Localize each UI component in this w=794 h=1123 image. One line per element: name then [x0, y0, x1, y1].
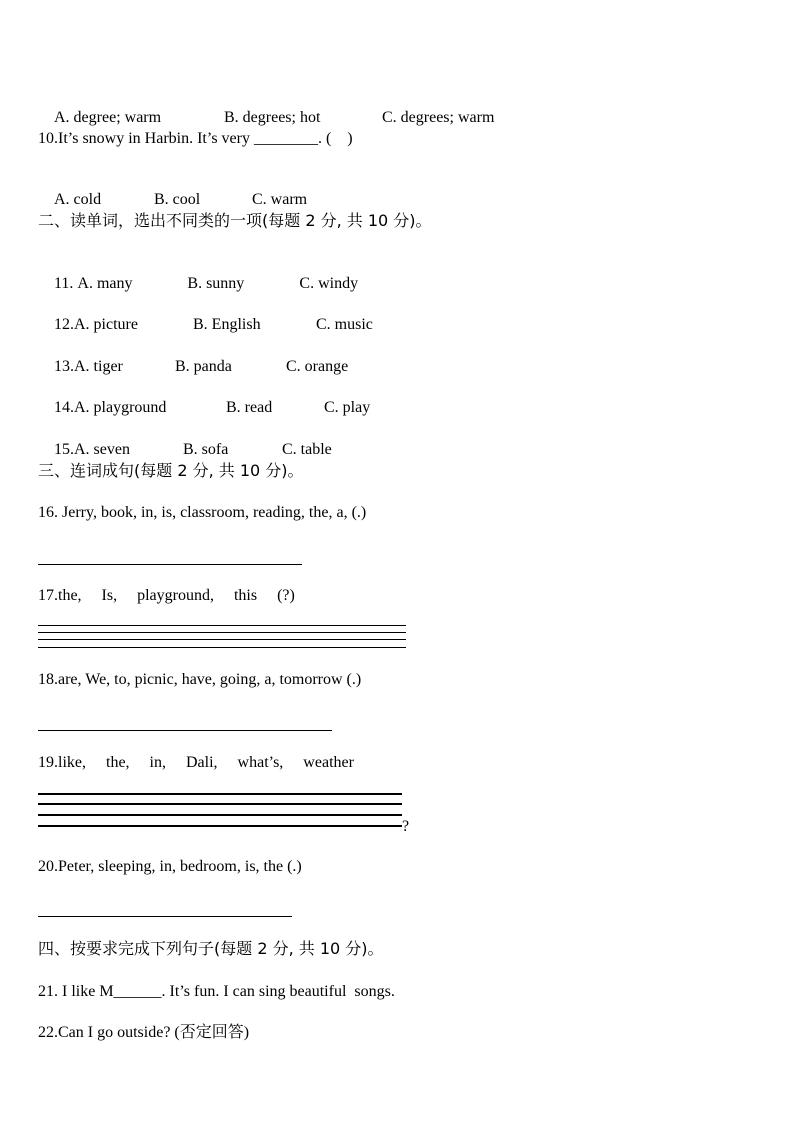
- q19-end-mark: ?: [402, 818, 410, 835]
- q11-option-a: A. many: [77, 275, 133, 292]
- q13-option-c: C. orange: [286, 358, 349, 375]
- q18-words: 18.are, We, to, picnic, have, going, a, tomorrow (.): [38, 671, 362, 688]
- q20-words: 20.Peter, sleeping, in, bedroom, is, the (.): [38, 858, 302, 875]
- q11-option-b: B. sunny: [187, 275, 245, 292]
- q12-option-b: B. English: [193, 316, 261, 333]
- q17-answer-line-3[interactable]: [38, 639, 406, 640]
- q9-option-a: A. degree; warm: [54, 109, 162, 126]
- q14-option-c: C. play: [324, 399, 371, 416]
- section-4-heading: 四、按要求完成下列句子(每题 2 分, 共 10 分)。: [38, 939, 384, 958]
- q15-option-a: A. seven: [74, 441, 130, 458]
- q17-words: 17.the, Is, playground, this (?): [38, 587, 295, 604]
- q21-sentence: 21. I like M______. It’s fun. I can sing beautiful songs.: [38, 983, 395, 1000]
- q17-answer-line-1[interactable]: [38, 625, 406, 626]
- q19-answer-line-3[interactable]: [38, 814, 402, 816]
- q15-number: 15.: [54, 441, 74, 458]
- q9-option-c: C. degrees; warm: [382, 109, 495, 126]
- q9-option-b: B. degrees; hot: [224, 109, 321, 126]
- section-2-heading: 二、读单词，选出不同类的一项(每题 2 分, 共 10 分)。: [38, 211, 432, 230]
- q19-answer-line-2[interactable]: [38, 803, 402, 805]
- q20-answer-line[interactable]: [38, 916, 292, 917]
- q12-number: 12.: [54, 316, 74, 333]
- q10-option-c: C. warm: [252, 191, 308, 208]
- q12-option-a: A. picture: [74, 316, 138, 333]
- q12-option-c: C. music: [316, 316, 373, 333]
- q14-number: 14.: [54, 399, 74, 416]
- q22-sentence: 22.Can I go outside? (否定回答): [38, 1024, 250, 1041]
- q16-answer-line[interactable]: [38, 564, 302, 565]
- q19-answer-line-1[interactable]: [38, 793, 402, 795]
- q13-option-b: B. panda: [175, 358, 232, 375]
- q19-answer-line-4[interactable]: [38, 825, 402, 827]
- q10-option-b: B. cool: [154, 191, 201, 208]
- q17-answer-line-4[interactable]: [38, 647, 406, 648]
- q11-option-c: C. windy: [299, 275, 359, 292]
- q13-number: 13.: [54, 358, 74, 375]
- q10-option-a: A. cold: [54, 191, 102, 208]
- q14-option-b: B. read: [226, 399, 273, 416]
- q11-number: 11.: [54, 275, 78, 292]
- q13-option-a: A. tiger: [74, 358, 123, 375]
- q14-option-a: A. playground: [74, 399, 167, 416]
- q18-answer-line[interactable]: [38, 730, 332, 731]
- q17-answer-line-2[interactable]: [38, 632, 406, 633]
- q10-stem: 10.It’s snowy in Harbin. It’s very ________. ( ): [38, 130, 353, 147]
- q15-option-b: B. sofa: [183, 441, 229, 458]
- q15-option-c: C. table: [282, 441, 332, 458]
- q16-words: 16. Jerry, book, in, is, classroom, reading, the, a, (.): [38, 504, 367, 521]
- q19-words: 19.like, the, in, Dali, what’s, weather: [38, 754, 354, 771]
- section-3-heading: 三、连词成句(每题 2 分, 共 10 分)。: [38, 461, 304, 480]
